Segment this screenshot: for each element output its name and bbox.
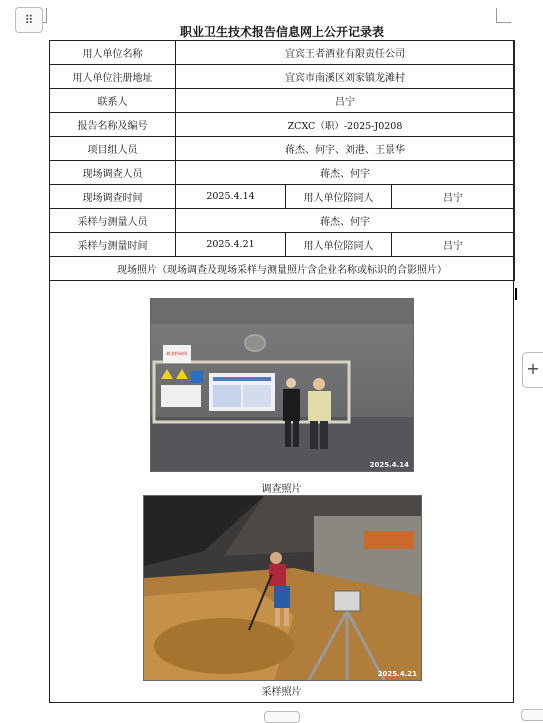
row-label: 报告名称及编号 (50, 113, 176, 137)
table-row (50, 257, 515, 281)
row-value: 蒋杰、何宇 (176, 209, 515, 233)
row-label: 现场调查时间 (50, 185, 176, 209)
side-tab[interactable] (521, 709, 543, 721)
row-sub-label: 用人单位陪同人 (286, 185, 392, 209)
table-row (50, 41, 515, 65)
table-row (50, 113, 515, 137)
survey-photo-image (151, 299, 413, 471)
row-label: 采样与测量时间 (50, 233, 176, 257)
sampling-photo-caption: 采样照片 (261, 687, 302, 698)
row-sub-label: 用人单位陪同人 (286, 233, 392, 257)
row-label: 现场调查人员 (50, 161, 176, 185)
row-label: 用人单位名称 (50, 41, 176, 65)
add-button[interactable]: + (522, 352, 543, 388)
photo-header: 现场照片（现场调查及现场采样与测量照片含企业名称或标识的合影照片） (50, 257, 515, 281)
row-value: 蒋杰、何宇 (176, 161, 515, 185)
margin-corner-mark (496, 8, 511, 23)
survey-photo (150, 298, 414, 472)
survey-photo-sign: 粮食粉碎间 (166, 351, 188, 356)
table-row (50, 209, 515, 233)
row-value: 吕宁 (176, 89, 515, 113)
table-row (50, 65, 515, 89)
sampling-photo-image (144, 496, 421, 680)
row-value: 宜宾市南溪区刘家镇龙滩村 (176, 65, 515, 89)
row-label: 项目组人员 (50, 137, 176, 161)
row-value: ZCXC（职）-2025-J0208 (176, 113, 515, 137)
row-label: 联系人 (50, 89, 176, 113)
photo-date-stamp: 2025.4.14 (369, 461, 409, 469)
row-value: 2025.4.21 (176, 233, 286, 257)
row-value: 宜宾王者酒业有限责任公司 (176, 41, 515, 65)
table-row (50, 137, 515, 161)
text-cursor (515, 288, 517, 300)
page-title: 职业卫生技术报告信息网上公开记录表 (179, 25, 384, 39)
photo-date-stamp: 2025.4.21 (377, 670, 417, 678)
row-sub-value: 吕宁 (392, 233, 515, 257)
drag-handle-icon[interactable]: ⠿ (15, 7, 43, 33)
row-value: 蒋杰、何宇、刘港、王景华 (176, 137, 515, 161)
row-sub-value: 吕宁 (392, 185, 515, 209)
row-label: 用人单位注册地址 (50, 65, 176, 89)
table-row (50, 161, 515, 185)
sampling-photo (143, 495, 422, 681)
page-nav-tab[interactable] (264, 711, 300, 723)
row-label: 采样与测量人员 (50, 209, 176, 233)
cropped-header-text (60, 0, 520, 4)
table-row (50, 185, 515, 209)
row-value: 2025.4.14 (176, 185, 286, 209)
table-row (50, 89, 515, 113)
survey-photo-caption: 调查照片 (261, 484, 302, 495)
info-table (49, 40, 515, 281)
table-row (50, 233, 515, 257)
